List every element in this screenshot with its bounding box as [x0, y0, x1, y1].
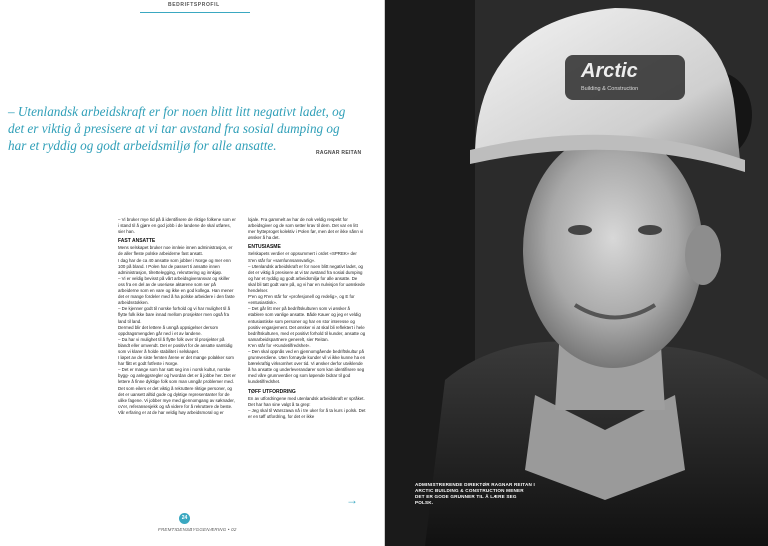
paragraph: I dag har de ca 40 ansatte som jobber i Norge og mer enn 100 på bland. I Polen har de passert ti ansatte innen administrasjon, tilrettelegging, rekruttering og innkjøp.: [118, 257, 231, 275]
continue-arrow-icon: →: [346, 493, 358, 507]
quote-author: RAGNAR REITAN: [316, 150, 362, 156]
paragraph: – Da har vi mulighet til å flytte folk over til prosjekter på blandt eller omvendt. Det er positivt for de ansatte samtidig som vi klarer å holde stabilitet i selskapet.: [118, 336, 233, 354]
right-page-photo: [385, 0, 768, 546]
paragraph: – Utenlandsk arbeidskraft er for noen blitt negativt ladet, og det er viktig å presisere at vi tar avstand fra sosial dumping og har et ryddig og godt arbeidsmiljø for alle ansatte. De skal bli tatt godt vare på, og vi har en nulvisjon for uønskede hendelser.: [248, 263, 365, 294]
page-number-badge: 24: [179, 513, 190, 524]
paragraph: – Det går litt mer på bedriftskulturen som vi ønsker å etablere som vanlige ansatte. Både Kauer og jeg er veldig entusiastiske som personer og har en stor interesse og positiv engasjement. Det ønsker vi at skal bli reflektert i hele bedriftskulturen, med et positivt forhold til kunder, ansatte og samarbeidspartnere generelt, sier Reitan.: [248, 306, 366, 342]
section-tag: BEDRIFTSPROFIL: [168, 2, 220, 8]
footer-text: FREMTIDENSBYGGENÆRING • 02: [158, 527, 237, 532]
subheading: ENTUSIASME: [248, 244, 281, 251]
paragraph: P'en og R'en står for «profesjonell og redelig», og E for «entusiastisk».: [248, 294, 355, 306]
section-tag-rule: [140, 12, 250, 13]
paragraph: K'en står for «Kundetilfredshet».: [248, 342, 311, 348]
paragraph: Dermed blir det lettere å unngå oppsigelser dersom oppdragsmengden går ned i et av landene.: [118, 324, 219, 336]
article-column-2: [248, 217, 366, 420]
paragraph: – De kjenner godt til norske forhold og vi har mulighet til å flytte folk ikke bare innad mellom prosjekter men også fra land til land.: [118, 306, 231, 324]
paragraph: – Vi er veldig bevisst på vårt arbeidsgiveransvar og skiller oss fra en del av de useriøse aktørene som ser på arbeiderne som en vare og ikke en god kollega. Han mener det er mange fordeler med å ha polske arbeidere i den faste arbeidsstokken.: [118, 275, 235, 306]
photo-caption: ADMINISTRERENDE DIREKTØR RAGNAR REITAN I ARCTIC BUILDING & CONSTRUCTION MENER DET ER GODE GRUNNER TIL Å LÆRE SEG POLSK.: [415, 482, 535, 505]
paragraph: – Den skal oppnås ved en gjennomgående bedriftskultur på grunnverdiene. Uten fornøyde kunder vil vi ikke kunne ha en bærekraftig virksomhet over tid. Vi ønsker derfor utviklende å ha ansatte og underleverandører som kan identifisere seg med våre grunnverdier og som løpende bidrar til god kundetilfredshet.: [248, 348, 366, 385]
article-column-1: [118, 217, 236, 416]
helmet-logo-subtext: Building & Construction: [581, 86, 639, 92]
paragraph: Selskapets verdier er oppsummert i ordet «SPREK» der S'en står for «samfunnsansvarlig».: [248, 251, 357, 263]
pull-quote: – Utenlandsk arbeidskraft er for noen blitt litt negativt ladet, og det er viktig å presisere at vi tar avstand fra sosial dumping og har et ryddig og godt arbeidsmiljø for alle ansatte.: [8, 104, 346, 153]
eye-right: [638, 225, 662, 235]
paragraph: lojale. Fra gammelt av har de nok veldig respekt for arbeidsgiver og de som setter krav til dem. Det var en litt mer hytteproget kolektiv i Polen før, men det er ikke sånn vi ønsker å ha det.: [248, 217, 364, 241]
subheading: FAST ANSATTE: [118, 238, 156, 245]
face: [523, 132, 703, 368]
paragraph: En av utfordringene med utenlandsk arbeidskraft er språket. Det har han sine valgt å ta grep:: [248, 395, 365, 407]
paragraph: I løpet av de siste femten årene er det mange polakker som har fått et godt fotfeste i Norge.: [118, 355, 234, 367]
paragraph: – Vi bruker mye tid på å identifisere de riktige folkene som er i stand til å gjøre en god jobb i de landene de skal utføres, sier han.: [118, 217, 236, 235]
eye-left: [568, 225, 592, 235]
portrait-photo: [385, 0, 768, 546]
ear: [685, 225, 721, 285]
subheading: TØFF UTFORDRING: [248, 388, 296, 395]
paragraph: Mens selskapet bruker noe innleie innen administrasjon, er de aller fleste polske arbeiderne fast ansatt.: [118, 245, 233, 257]
paragraph: – Jeg skal til Warszawa nå i tre uker for å ta kurs i polsk. Det er en tøff utfordring, for det er ikke: [248, 407, 366, 419]
paragraph: – Det er mange som har satt seg inn i norsk kultur, norske bygg- og anleggsregler og hvordan det er å jobbe her. Det er lettere å finne dyktige folk som man unngår problemer med. Det som eilers er det viktig å rekruttere riktige personer, og det er uansett alltid gode og dyktige representanter for de ulike fagene. Vi jobber mye med gjennomgang av søknader, cv'er, referansesjekk og så videre for å rekruttere de beste. Vår erfaring er at de har veldig høy arbeidsmoral og er: [118, 367, 236, 415]
helmet-logo-text: Arctic: [581, 60, 638, 82]
